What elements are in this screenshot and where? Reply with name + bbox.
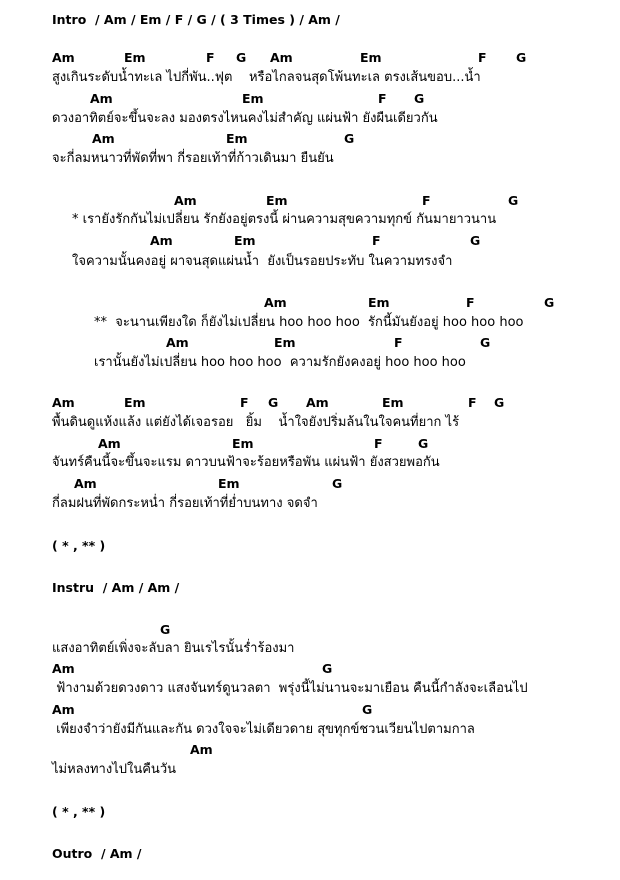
chord: Am xyxy=(150,233,173,248)
chord: F xyxy=(394,335,403,350)
intro-line: Intro / Am / Em / F / G / ( 3 Times ) / Am / xyxy=(52,12,340,27)
chord: Em xyxy=(226,131,248,146)
chord: Em xyxy=(266,193,288,208)
chord: Am xyxy=(74,476,97,491)
chord: Am xyxy=(98,436,121,451)
chord: G xyxy=(544,295,555,310)
lyric-line: ดวงอาทิตย์จะขึ้นจะลง มองตรงไหนคงไม่สำคัญ แผ่นฟ้า ยังผืนเดียวกัน xyxy=(52,111,438,126)
lyric-line: จันทร์คืนนี้จะขึ้นจะแรม ดาวบนฟ้าจะร้อยหรือพัน แผ่นฟ้า ยังสวยพอกัน xyxy=(52,455,440,470)
repeat-marker: ( * , ** ) xyxy=(52,804,106,819)
chord: Am xyxy=(52,395,75,410)
chord: G xyxy=(470,233,481,248)
chord: F xyxy=(422,193,431,208)
chord: G xyxy=(508,193,519,208)
chord: G xyxy=(268,395,279,410)
chord: Em xyxy=(360,50,382,65)
chord: G xyxy=(414,91,425,106)
chord: G xyxy=(418,436,429,451)
outro-line: Outro / Am / xyxy=(52,846,142,861)
chord: Em xyxy=(124,395,146,410)
chord: Am xyxy=(52,702,75,717)
chord: Am xyxy=(166,335,189,350)
chord: Am xyxy=(270,50,293,65)
chord: F xyxy=(378,91,387,106)
chord: Em xyxy=(242,91,264,106)
chord: Am xyxy=(90,91,113,106)
chord: G xyxy=(322,661,333,676)
chord: Em xyxy=(234,233,256,248)
chord: G xyxy=(494,395,505,410)
chord: F xyxy=(374,436,383,451)
lyric-line: เรานั้นยังไม่เปลี่ยน hoo hoo hoo ความรักยังคงอยู่ hoo hoo hoo xyxy=(94,355,466,370)
chord: F xyxy=(206,50,215,65)
instrumental-line: Instru / Am / Am / xyxy=(52,580,180,595)
chord: F xyxy=(468,395,477,410)
lyric-line: ใจความนั้นคงอยู่ ผาจนสุดแผ่นน้ำ ยังเป็นรอยประทับ ในความทรงจำ xyxy=(72,254,453,269)
lyric-line: แสงอาทิตย์เพิ่งจะลับลา ยินเรไรนั้นร่ำร้องมา xyxy=(52,641,295,656)
chord: Am xyxy=(52,50,75,65)
lyric-line: กี่ลมฝนที่พัดกระหน่ำ กี่รอยเท้าที่ย่ำบนทาง จดจำ xyxy=(52,496,318,511)
chord: G xyxy=(160,622,171,637)
chord: Am xyxy=(264,295,287,310)
chord: F xyxy=(466,295,475,310)
lyric-line: * เรายังรักกันไม่เปลี่ยน รักยังอยู่ตรงนี้ ผ่านความสุขความทุกข์ กันมายาวนาน xyxy=(72,212,497,227)
chord: F xyxy=(372,233,381,248)
chord: Am xyxy=(92,131,115,146)
chord: G xyxy=(332,476,343,491)
chord: Em xyxy=(124,50,146,65)
lyric-line: ไม่หลงทางไปในคืนวัน xyxy=(52,762,177,777)
chord: Em xyxy=(232,436,254,451)
repeat-marker: ( * , ** ) xyxy=(52,538,106,553)
chord: Am xyxy=(52,661,75,676)
lyric-line: พื้นดินดูแห้งแล้ง แต่ยังได้เจอรอย ยิ้ม น้ำใจยังปริ่มล้นในใจคนที่ยาก ไร้ xyxy=(52,415,460,430)
chord: F xyxy=(240,395,249,410)
lyric-line: ** จะนานเพียงใด ก็ยังไม่เปลี่ยน hoo hoo hoo รักนี้มันยังอยู่ hoo hoo hoo xyxy=(94,315,524,330)
chord: G xyxy=(362,702,373,717)
lyric-line: สูงเกินระดับน้ำทะเล ไปกี่พัน..ฟุต หรือไกลจนสุดโพ้นทะเล ตรงเส้นขอบ...น้ำ xyxy=(52,70,481,85)
lyric-line: ฟ้างามด้วยดวงดาว แสงจันทร์ดูนวลตา พรุ่งนี้ไม่นานจะมาเยือน คืนนี้กำลังจะเลือนไป xyxy=(52,681,528,696)
chord: Em xyxy=(368,295,390,310)
chord: F xyxy=(478,50,487,65)
chord: G xyxy=(236,50,247,65)
chord: Am xyxy=(174,193,197,208)
lyric-line: เพียงจำว่ายังมีกันและกัน ดวงใจจะไม่เดียวดาย สุขทุกข์ชวนเวียนไปตามกาล xyxy=(52,722,475,737)
chord: G xyxy=(480,335,491,350)
chord: Em xyxy=(274,335,296,350)
chord: Am xyxy=(306,395,329,410)
chord: Em xyxy=(218,476,240,491)
chord: Am xyxy=(190,742,213,757)
lyric-line: จะกี่ลมหนาวที่พัดที่พา กี่รอยเท้าที่ก้าวเดินมา ยืนยัน xyxy=(52,151,334,166)
chord: G xyxy=(516,50,527,65)
chord: G xyxy=(344,131,355,146)
chord: Em xyxy=(382,395,404,410)
